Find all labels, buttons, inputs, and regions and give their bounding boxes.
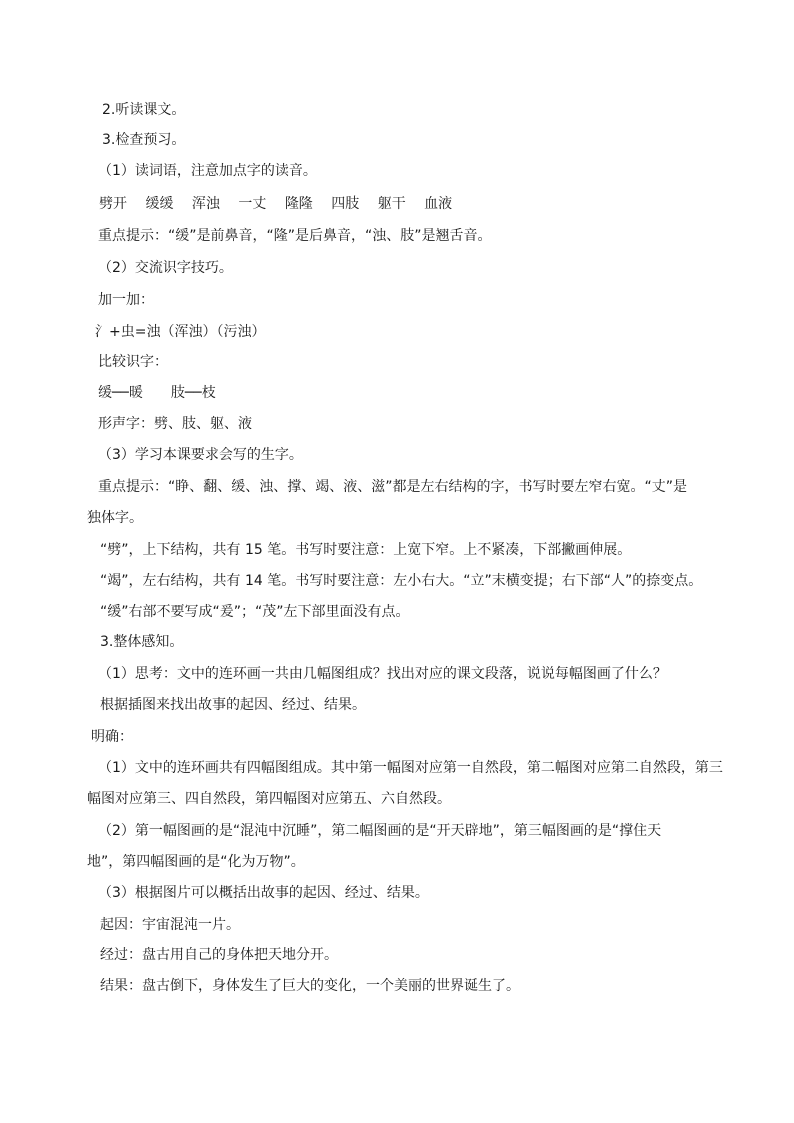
story-result: 结果：盘古倒下，身体发生了巨大的变化，一个美丽的世界诞生了。 (100, 978, 520, 994)
thinking-question: （1）思考：文中的连环画一共由几幅图组成？找出对应的课文段落，说说每幅图画了什么？ (98, 666, 667, 682)
character-jie-note: “竭”，左右结构，共有 14 笔。书写时要注意：左小右大。“立”末横变提；右下部“人”的捺变点。 (100, 573, 703, 589)
pronunciation-tip: 重点提示：“缓”是前鼻音，“隆”是后鼻音，“浊、肢”是翘舌音。 (98, 228, 492, 244)
vocab-word: 劈开 (99, 196, 127, 212)
story-cause: 起因：宇宙混沌一片。 (100, 917, 240, 933)
story-process: 经过：盘古用自己的身体把天地分开。 (100, 947, 338, 963)
phonetic-characters-line: 形声字：劈、肢、躯、液 (98, 416, 252, 432)
check-preview-heading: 3.检查预习。 (102, 132, 186, 148)
vocab-word: 浑浊 (191, 196, 220, 212)
answer-two-line: （2）第一幅图画的是“混沌中沉睡”，第二幅图画的是“开天辟地”，第三幅图画的是“撑住天 (98, 823, 662, 839)
answer-three-line: （3）根据图片可以概括出故事的起因、经过、结果。 (98, 885, 429, 901)
read-words-instruction: （1）读词语，注意加点字的读音。 (98, 163, 317, 179)
clarification-label: 明确： (91, 729, 133, 745)
compare-characters-example: 缓──暖 肢──枝 (98, 385, 216, 401)
literacy-skills-heading: （2）交流识字技巧。 (98, 260, 233, 276)
find-cause-instruction: 根据插图来找出故事的起因、经过、结果。 (100, 697, 366, 713)
vocab-word: 一丈 (238, 196, 267, 212)
vocab-word: 四肢 (331, 196, 360, 212)
character-huan-note: “缓”右部不要写成“爰”；“茂”左下部里面没有点。 (100, 604, 410, 620)
vocab-word: 缓缓 (145, 196, 174, 212)
structure-tip-continued: 独体字。 (87, 510, 143, 526)
add-method-label: 加一加： (98, 292, 154, 308)
add-method-example: 氵+虫=浊（浑浊）（污浊） (95, 324, 266, 340)
vocab-word: 躯干 (377, 196, 406, 212)
compare-characters-label: 比较识字： (98, 354, 168, 370)
overall-perception-heading: 3.整体感知。 (100, 634, 184, 650)
writing-characters-heading: （3）学习本课要求会写的生字。 (98, 447, 303, 463)
answer-two-continued: 地”，第四幅图画的是“化为万物”。 (87, 854, 305, 870)
structure-tip-line: 重点提示：“睁、翻、缓、浊、撑、竭、液、滋”都是左右结构的字，书写时要左窄右宽。“丈”是 (98, 479, 688, 495)
listen-reading-line: 2.听读课文。 (102, 102, 186, 118)
character-pi-note: “劈”，上下结构，共有 15 笔。书写时要注意：上宽下窄。上不紧凑，下部撇画伸展。 (100, 542, 632, 558)
vocabulary-word-list (99, 194, 466, 214)
answer-one-line: （1）文中的连环画共有四幅图组成。其中第一幅图对应第一自然段，第二幅图对应第二自然段，第三 (98, 760, 723, 776)
answer-one-continued: 幅图对应第三、四自然段，第四幅图对应第五、六自然段。 (87, 791, 451, 807)
vocab-word: 血液 (424, 196, 453, 212)
vocab-word: 隆隆 (284, 196, 313, 212)
